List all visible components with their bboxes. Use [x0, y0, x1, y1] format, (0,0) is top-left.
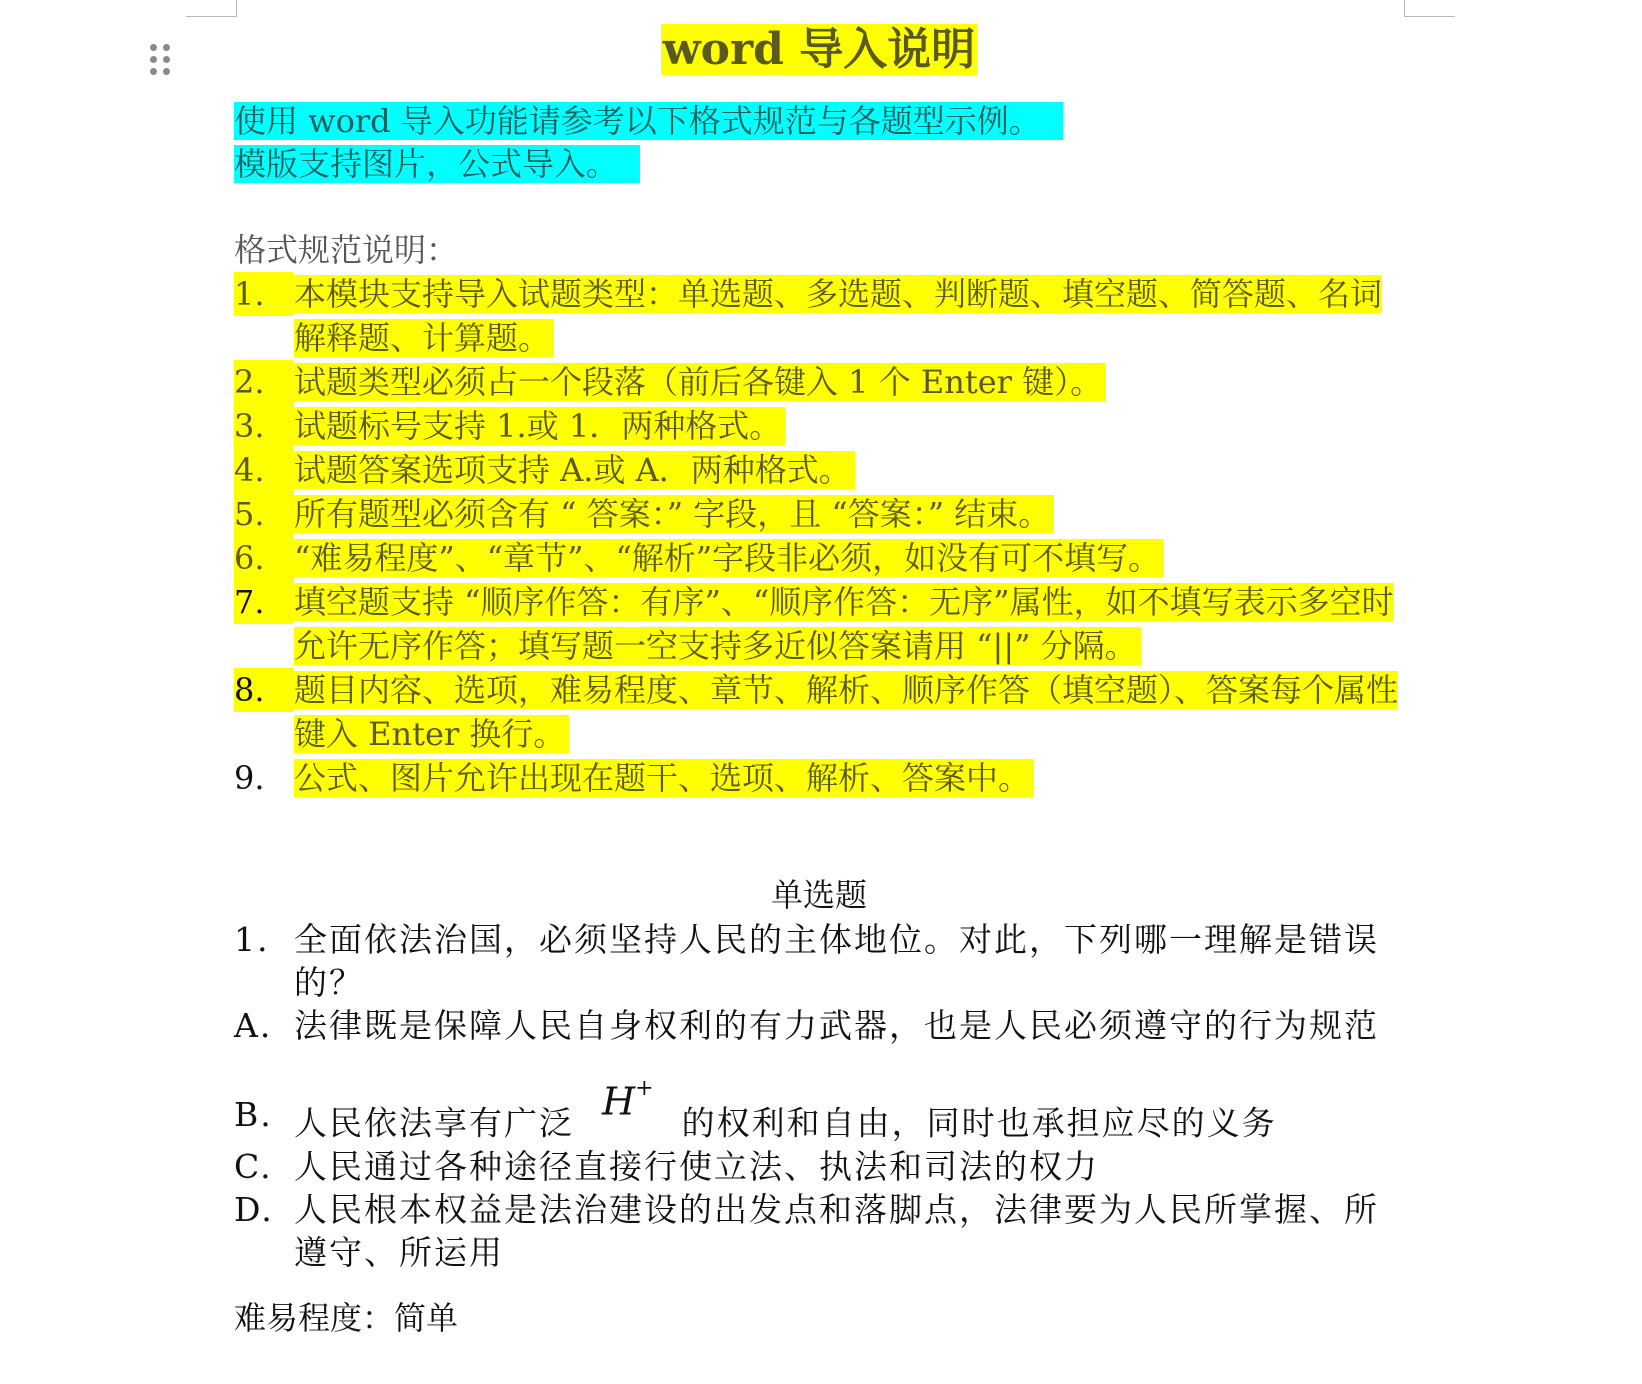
section-title-single-choice: 单选题	[770, 876, 867, 914]
option-label: D.	[234, 1189, 274, 1229]
option-a	[234, 1004, 1404, 1047]
rule-text: 本模块支持导入试题类型：单选题、多选题、判断题、填空题、简答题、名词解释题、计算题。	[294, 275, 1383, 357]
rule-item	[234, 756, 1404, 800]
rule-number: 2.	[234, 360, 294, 404]
difficulty-line: 难易程度：简单	[234, 1298, 459, 1337]
rule-number: 8.	[234, 668, 294, 712]
option-text: 人民根本权益是法治建设的出发点和落脚点，法律要为人民所掌握、所遵守、所运用	[294, 1189, 1379, 1272]
option-text-before: 人民依法享有广泛	[294, 1103, 574, 1143]
rule-number: 5.	[234, 492, 294, 536]
intro-line-1: 使用 word 导入功能请参考以下格式规范与各题型示例。	[234, 102, 1063, 140]
rule-text: 试题答案选项支持 A.或 A．两种格式。	[294, 451, 855, 489]
crop-mark-top-left	[186, 0, 237, 17]
rule-number: 7.	[234, 580, 294, 624]
rule-item	[234, 536, 1404, 580]
rule-text: 填空题支持 “顺序作答：有序”、“顺序作答：无序”属性，如不填写表示多空时允许无序作答；填写题一空支持多近似答案请用 “||” 分隔。	[294, 583, 1394, 665]
rule-number: 4.	[234, 448, 294, 492]
rule-item	[234, 272, 1404, 360]
intro-paragraph	[234, 100, 1404, 186]
option-text: 法律既是保障人民自身权利的有力武器，也是人民必须遵守的行为规范	[294, 1006, 1379, 1045]
rule-number: 6.	[234, 536, 294, 580]
rule-item	[234, 448, 1404, 492]
rule-text: 试题类型必须占一个段落（前后各键入 1 个 Enter 键）。	[294, 363, 1106, 401]
rule-number: 3.	[234, 404, 294, 448]
crop-mark-top-right	[1404, 0, 1455, 17]
formula-base: H	[602, 1079, 636, 1124]
question-number: 1.	[234, 920, 270, 959]
option-c	[234, 1145, 1404, 1188]
rule-item	[234, 492, 1404, 536]
rules-heading: 格式规范说明：	[234, 231, 459, 269]
formula-superscript: +	[635, 1076, 654, 1101]
rule-text: 所有题型必须含有 “ 答案：” 字段，且 “答案：” 结束。	[294, 495, 1054, 533]
rule-item	[234, 668, 1404, 756]
option-label: B.	[234, 1095, 273, 1134]
rule-number: 1.	[234, 272, 294, 316]
intro-line-2: 模版支持图片，公式导入。	[234, 145, 640, 183]
option-text-after: 的权利和自由，同时也承担应尽的义务	[681, 1103, 1277, 1143]
rule-text: 题目内容、选项，难易程度、章节、解析、顺序作答（填空题）、答案每个属性键入 Enter 换行。	[294, 671, 1399, 753]
rule-item	[234, 580, 1404, 668]
rule-text: 公式、图片允许出现在题干、选项、解析、答案中。	[294, 759, 1034, 797]
rule-text: “难易程度”、“章节”、“解析”字段非必须，如没有可不填写。	[294, 539, 1164, 577]
option-label: C.	[234, 1146, 273, 1186]
option-d	[234, 1188, 1404, 1274]
document-title	[234, 14, 1404, 86]
document-title-text: word 导入说明	[662, 24, 976, 75]
option-b	[234, 1076, 1404, 1145]
document-page	[234, 14, 1404, 1340]
rules-list	[234, 272, 1404, 800]
option-label: A.	[234, 1006, 273, 1045]
drag-handle-icon[interactable]	[150, 44, 172, 76]
question-stem-row	[234, 918, 1404, 1004]
rule-text: 试题标号支持 1.或 1．两种格式。	[294, 407, 785, 445]
rule-item	[234, 360, 1404, 404]
question-stem: 全面依法治国，必须坚持人民的主体地位。对此，下列哪一理解是错误的？	[294, 920, 1379, 1002]
option-text: 人民通过各种途径直接行使立法、执法和司法的权力	[294, 1146, 1099, 1186]
rule-item	[234, 404, 1404, 448]
question-block	[234, 918, 1404, 1274]
formula-image[interactable]	[602, 1073, 654, 1124]
rule-number: 9.	[234, 759, 265, 797]
